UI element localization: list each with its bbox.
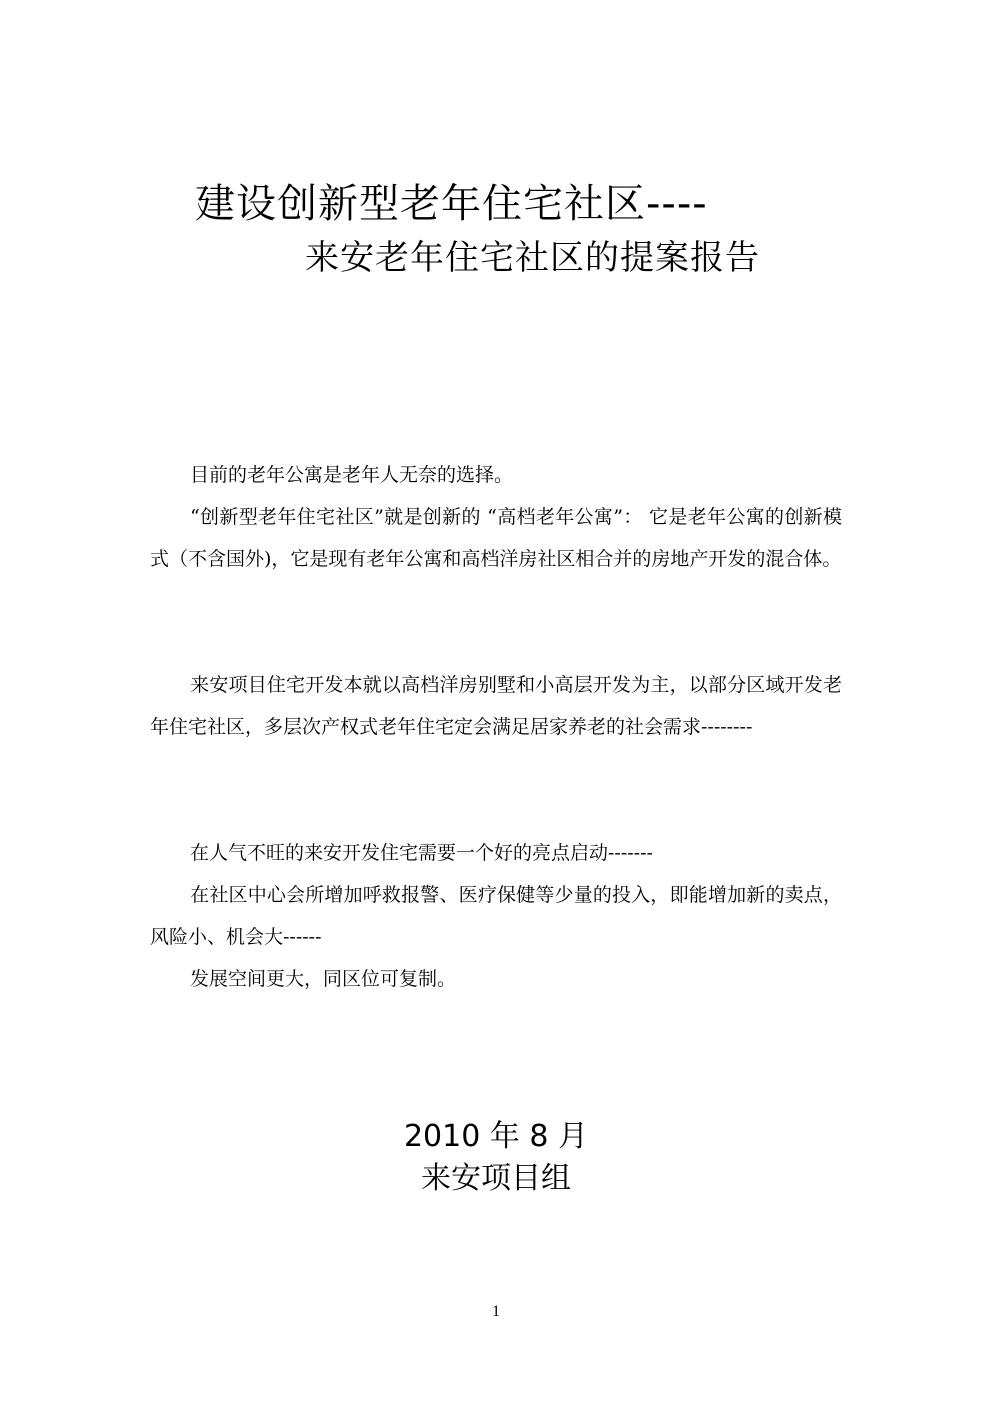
document-title: 建设创新型老年住宅社区---- — [195, 181, 708, 227]
paragraph-5 — [150, 874, 842, 958]
paragraph-2 — [150, 496, 842, 580]
paragraph-3-text: 来安项目住宅开发本就以高档洋房别墅和小高层开发为主，以部分区域开发老年住宅社区，多层次产权式老年住宅定会满足居家养老的社会需求-------- — [150, 674, 842, 738]
document-organization: 来安项目组 — [421, 1161, 571, 1196]
paragraph-1 — [150, 454, 842, 496]
paragraph-6 — [150, 958, 842, 1000]
paragraph-6-text: 发展空间更大，同区位可复制。 — [190, 968, 457, 990]
paragraph-2-text: “创新型老年住宅社区”就是创新的 “高档老年公寓”： 它是老年公寓的创新模式（不含国外)，它是现有老年公寓和高档洋房社区相合并的房地产开发的混合体。 — [150, 506, 842, 570]
paragraph-4 — [150, 832, 842, 874]
paragraph-3 — [150, 664, 842, 748]
page-number: 1 — [492, 1303, 500, 1320]
paragraph-5-text: 在社区中心会所增加呼救报警、医疗保健等少量的投入，即能增加新的卖点，风险小、机会大------ — [150, 884, 842, 948]
document-subtitle: 来安老年住宅社区的提案报告 — [305, 238, 760, 278]
paragraph-1-text: 目前的老年公寓是老年人无奈的选择。 — [190, 464, 514, 486]
paragraph-4-text: 在人气不旺的来安开发住宅需要一个好的亮点启动------- — [190, 842, 653, 864]
document-date: 2010 年 8 月 — [403, 1119, 589, 1154]
